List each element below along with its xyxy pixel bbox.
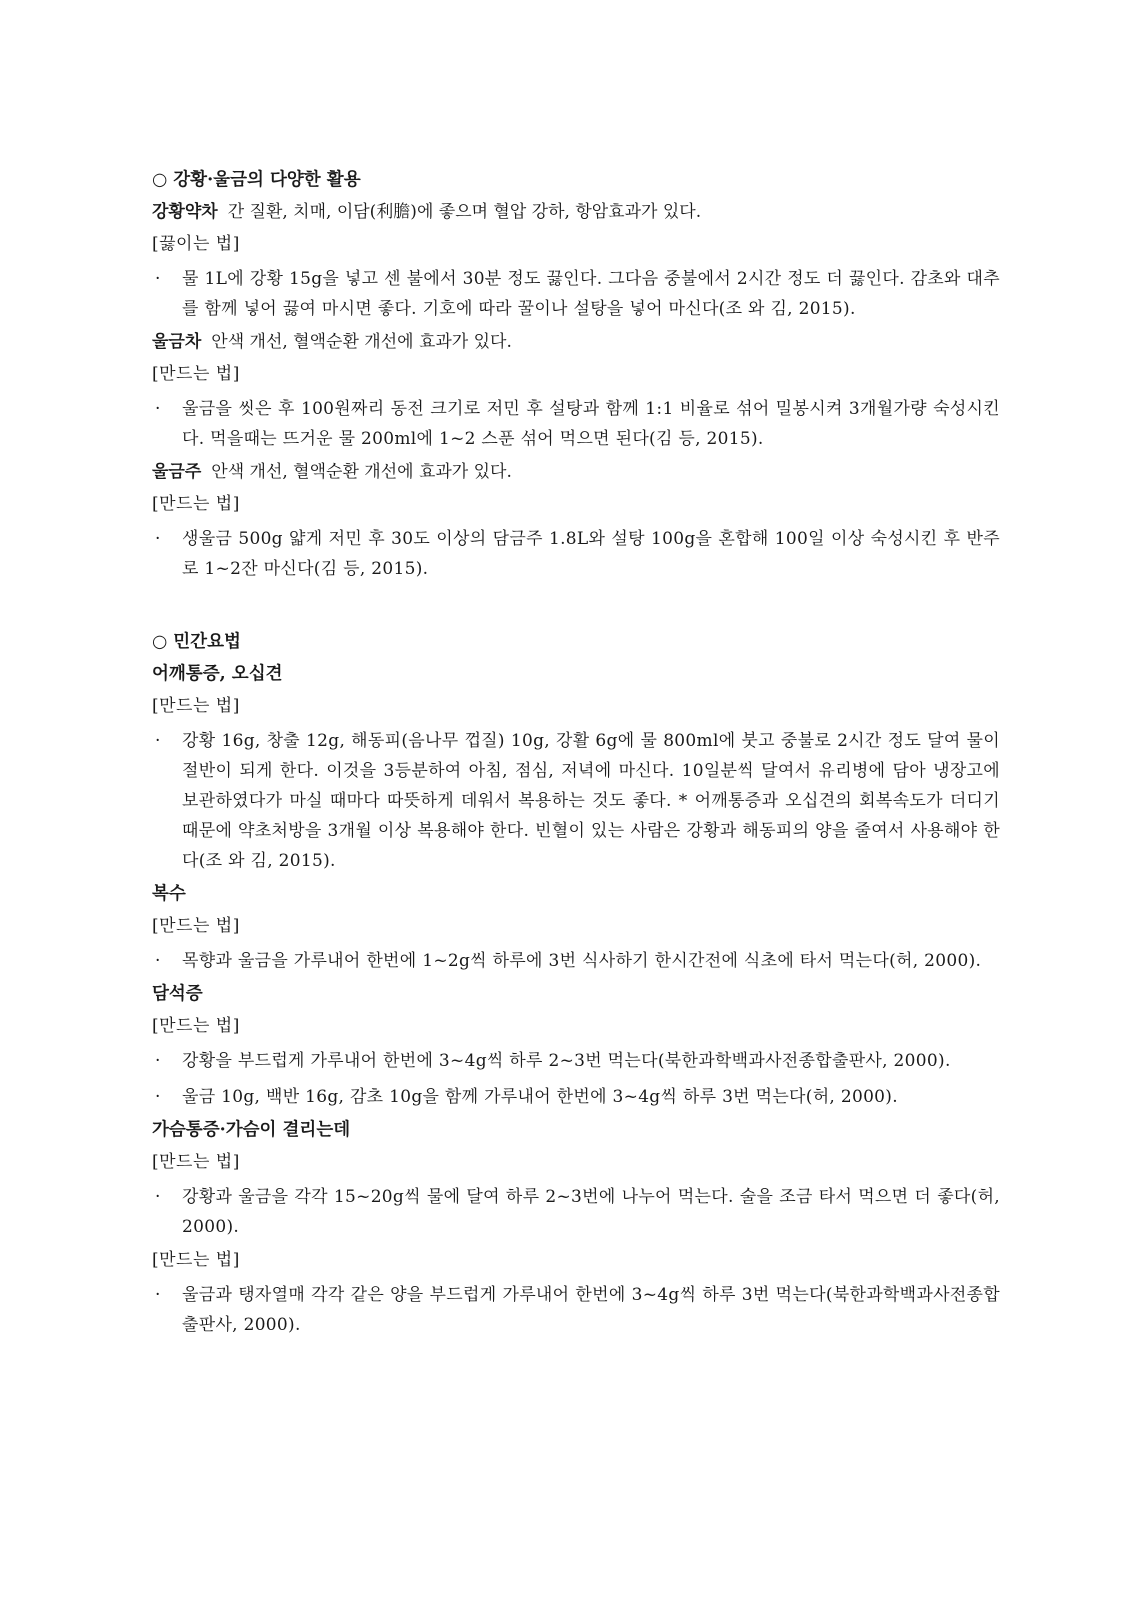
- method-label: [끓이는 법]: [152, 234, 240, 254]
- entry-line: [152, 330, 1000, 354]
- bullet-icon: ·: [155, 1087, 161, 1107]
- sub-heading: 가슴통증·가슴이 결리는데: [152, 1120, 351, 1140]
- method-label: [만드는 법]: [152, 364, 240, 384]
- method-label: [만드는 법]: [152, 1152, 240, 1172]
- list-item: · 울금 10g, 백반 16g, 감초 10g을 함께 가루내어 한번에 3~4g씩 하루 3번 먹는다(허, 2000).: [152, 1082, 1000, 1112]
- list-item: · 강황을 부드럽게 가루내어 한번에 3~4g씩 하루 2~3번 먹는다(북한과학백과사전종합출판사, 2000).: [152, 1046, 1000, 1076]
- bullet-icon: ·: [155, 529, 161, 549]
- bullet-icon: ·: [155, 399, 161, 419]
- entry-desc: 안색 개선, 혈액순환 개선에 효과가 있다.: [211, 332, 512, 352]
- bullet-icon: ·: [155, 1285, 161, 1305]
- entry-name: 울금차: [152, 332, 202, 352]
- method-label: [만드는 법]: [152, 696, 240, 716]
- list-item: · 생울금 500g 얇게 저민 후 30도 이상의 담금주 1.8L와 설탕 100g을 혼합해 100일 이상 숙성시킨 후 반주로 1~2잔 마신다(김 등, 2015).: [152, 524, 1000, 584]
- entry-line: [152, 200, 1000, 224]
- section-title: ○ 강황·울금의 다양한 활용: [152, 170, 361, 190]
- bullet-icon: ·: [155, 731, 161, 751]
- circle-marker: ○: [152, 170, 168, 190]
- bullet-icon: ·: [155, 1187, 161, 1207]
- list-item: · 강황과 울금을 각각 15~20g씩 물에 달여 하루 2~3번에 나누어 먹는다. 술을 조금 타서 먹으면 더 좋다(허, 2000).: [152, 1182, 1000, 1242]
- sub-heading: 복수: [152, 884, 186, 904]
- entry-name: 울금주: [152, 462, 202, 482]
- list-item: · 목향과 울금을 가루내어 한번에 1~2g씩 하루에 3번 식사하기 한시간전에 식초에 타서 먹는다(허, 2000).: [152, 946, 1000, 976]
- sub-heading: 어깨통증, 오십견: [152, 664, 283, 684]
- list-item: · 물 1L에 강황 15g을 넣고 센 불에서 30분 정도 끓인다. 그다음 중불에서 2시간 정도 더 끓인다. 감초와 대추를 함께 넣어 끓여 마시면 좋다. 기호에 따라 꿀이나 설탕을 넣어 마신다(조 와 김, 2015).: [152, 264, 1000, 324]
- bullet-icon: ·: [155, 951, 161, 971]
- entry-desc: 간 질환, 치매, 이담(利膽)에 좋으며 혈압 강하, 항암효과가 있다.: [227, 202, 702, 222]
- list-item: · 울금을 씻은 후 100원짜리 동전 크기로 저민 후 설탕과 함께 1:1 비율로 섞어 밀봉시켜 3개월가량 숙성시킨다. 먹을때는 뜨거운 물 200ml에 1~2 스푼 섞어 먹으면 된다(김 등, 2015).: [152, 394, 1000, 454]
- list-item: · 울금과 탱자열매 각각 같은 양을 부드럽게 가루내어 한번에 3~4g씩 하루 3번 먹는다(북한과학백과사전종합출판사, 2000).: [152, 1280, 1000, 1340]
- method-label: [만드는 법]: [152, 494, 240, 514]
- bullet-icon: ·: [155, 269, 161, 289]
- circle-marker: ○: [152, 632, 168, 652]
- list-item: · 강황 16g, 창출 12g, 해동피(음나무 껍질) 10g, 강활 6g에 물 800ml에 붓고 중불로 2시간 정도 달여 물이 절반이 되게 한다. 이것을 3등분하여 아침, 점심, 저녁에 마신다. 10일분씩 달여서 유리병에 담아 냉장고에 보관하였다가 마실 때마다 따뜻하게 데워서 복용하는 것도 좋다. * 어깨통증과 오십견의 회복속도가 더디기 때문에 약초처방을 3개월 이상 복용해야 한다. 빈혈이 있는 사람은 강황과 해동피의 양을 줄여서 사용해야 한다(조 와 김, 2015).: [152, 726, 1000, 876]
- sub-heading: 담석증: [152, 984, 203, 1004]
- section-title: ○ 민간요법: [152, 632, 241, 652]
- bullet-icon: ·: [155, 1051, 161, 1071]
- document-body: [152, 168, 1000, 1346]
- entry-line: [152, 460, 1000, 484]
- method-label: [만드는 법]: [152, 1016, 240, 1036]
- entry-name: 강황약차: [152, 202, 218, 222]
- method-label: [만드는 법]: [152, 916, 240, 936]
- method-label: [만드는 법]: [152, 1250, 240, 1270]
- entry-desc: 안색 개선, 혈액순환 개선에 효과가 있다.: [211, 462, 512, 482]
